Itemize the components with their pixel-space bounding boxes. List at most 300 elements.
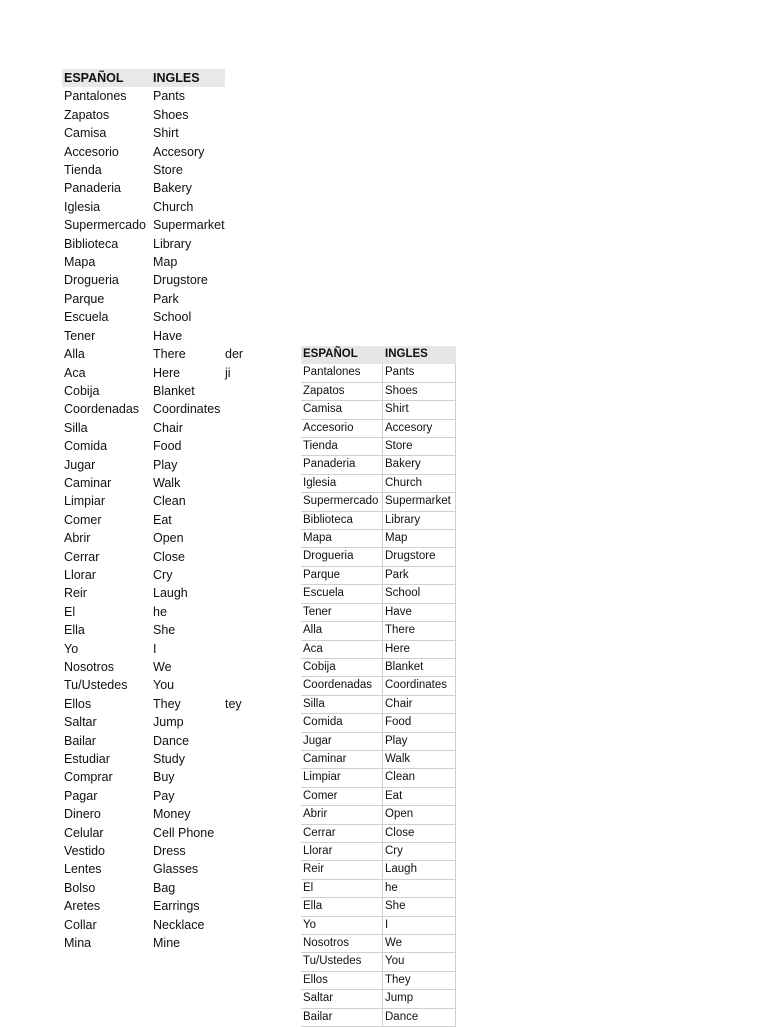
spanish-word: Aca	[64, 365, 86, 380]
english-word: Dress	[153, 844, 186, 859]
english-word: There	[383, 622, 456, 640]
spanish-word: Tu/Ustedes	[301, 953, 383, 971]
english-word: Food	[153, 439, 182, 454]
spanish-word: Camisa	[301, 401, 383, 419]
pronunciation-note	[225, 750, 285, 768]
english-word: Supermarket	[153, 218, 225, 233]
spanish-word: Aretes	[64, 899, 101, 914]
english-word: Mine	[153, 936, 181, 951]
table-row	[301, 548, 456, 566]
english-word: Shoes	[383, 382, 456, 400]
english-word: Blanket	[153, 383, 195, 398]
spanish-word: Coordenadas	[64, 402, 140, 417]
table-row	[62, 640, 285, 658]
pronunciation-note	[225, 474, 285, 492]
table-row	[62, 308, 285, 326]
pronunciation-note	[225, 934, 285, 952]
english-word: Map	[383, 530, 456, 548]
pronunciation-note	[225, 511, 285, 529]
table-row	[62, 934, 285, 952]
english-word: We	[153, 660, 172, 674]
table-row	[62, 879, 285, 897]
table-row	[301, 842, 456, 860]
header-pronunciation	[225, 69, 285, 87]
pronunciation-note: ji	[225, 365, 231, 380]
spanish-word: Ella	[301, 898, 383, 916]
header-espanol: ESPAÑOL	[62, 69, 151, 87]
header-row	[301, 346, 456, 364]
spanish-word: Parque	[64, 291, 105, 306]
english-word: Money	[153, 807, 191, 822]
table-row	[301, 714, 456, 732]
table-row	[62, 179, 285, 197]
vocabulary-rows	[301, 364, 456, 1027]
table-row	[301, 474, 456, 492]
english-word: Laugh	[383, 861, 456, 879]
spanish-word: Silla	[64, 420, 88, 435]
pronunciation-note	[225, 419, 285, 437]
spanish-word: Reir	[64, 586, 87, 601]
english-word: Here	[383, 640, 456, 658]
pronunciation-note	[225, 548, 285, 566]
spanish-word: Drogueria	[301, 548, 383, 566]
english-word: Chair	[383, 695, 456, 713]
spanish-word: Llorar	[64, 567, 96, 582]
english-word: Cell Phone	[153, 825, 215, 840]
english-word: Church	[153, 199, 194, 214]
table-row	[62, 400, 285, 418]
table-row	[301, 935, 456, 953]
spanish-word: Tener	[301, 603, 383, 621]
table-row	[301, 806, 456, 824]
spanish-word: Reir	[301, 861, 383, 879]
english-word: Accesory	[383, 419, 456, 437]
table-row	[62, 824, 285, 842]
spanish-word: Supermercado	[301, 493, 383, 511]
spanish-word: Iglesia	[64, 199, 101, 214]
table-row	[62, 456, 285, 474]
pronunciation-note	[225, 897, 285, 915]
english-word: he	[153, 604, 167, 619]
table-row	[62, 419, 285, 437]
table-row	[301, 695, 456, 713]
spanish-word: Comer	[301, 787, 383, 805]
english-word: Pants	[383, 364, 456, 382]
table-row	[62, 216, 285, 234]
spanish-word: Abrir	[301, 806, 383, 824]
english-word: I	[153, 641, 157, 656]
english-word: Church	[383, 474, 456, 492]
english-word: Drugstore	[383, 548, 456, 566]
spanish-word: Abrir	[64, 531, 91, 546]
spanish-word: Nosotros	[301, 935, 383, 953]
spanish-word: Cerrar	[301, 824, 383, 842]
table-row	[301, 658, 456, 676]
table-row	[62, 787, 285, 805]
pronunciation-note	[225, 456, 285, 474]
spanish-word: Escuela	[64, 310, 109, 325]
spanish-word: Comida	[301, 714, 383, 732]
table-row	[62, 198, 285, 216]
english-word: Shirt	[383, 401, 456, 419]
english-word: Close	[153, 549, 185, 564]
spanish-word: Parque	[301, 566, 383, 584]
pronunciation-note: tey	[225, 696, 242, 711]
table-row	[301, 364, 456, 382]
spanish-word: Bailar	[301, 1008, 383, 1026]
pronunciation-note	[225, 824, 285, 842]
table-row	[62, 492, 285, 510]
pronunciation-note	[225, 437, 285, 455]
spanish-word: Pantalones	[301, 364, 383, 382]
table-row	[62, 916, 285, 934]
spanish-word: Silla	[301, 695, 383, 713]
spanish-word: Tener	[64, 328, 96, 343]
spanish-word: Aca	[301, 640, 383, 658]
english-word: She	[153, 623, 176, 638]
english-word: You	[383, 953, 456, 971]
english-word: She	[383, 898, 456, 916]
pronunciation-note	[225, 400, 285, 418]
table-row	[62, 271, 285, 289]
spanish-word: Coordenadas	[301, 677, 383, 695]
table-row	[62, 860, 285, 878]
pronunciation-note	[225, 143, 285, 161]
table-row	[62, 327, 285, 345]
english-word: There	[153, 347, 186, 362]
english-word: Library	[383, 511, 456, 529]
table-row	[62, 290, 285, 308]
pronunciation-note	[225, 198, 285, 216]
english-word: Here	[153, 365, 181, 380]
table-row	[301, 787, 456, 805]
pronunciation-note	[225, 529, 285, 547]
pronunciation-note	[225, 124, 285, 142]
table-row	[301, 677, 456, 695]
english-word: They	[153, 696, 181, 711]
pronunciation-note	[225, 87, 285, 105]
english-word: Store	[153, 163, 183, 178]
spanish-word: Zapatos	[64, 107, 110, 122]
english-word: Study	[153, 752, 185, 767]
table-row	[62, 382, 285, 400]
spanish-word: Limpiar	[64, 494, 105, 509]
pronunciation-note	[225, 179, 285, 197]
table-row	[62, 713, 285, 731]
table-row	[62, 897, 285, 915]
english-word: You	[153, 678, 175, 693]
english-word: Store	[383, 438, 456, 456]
english-word: Cry	[383, 842, 456, 860]
table-row	[62, 253, 285, 271]
pronunciation-note	[225, 382, 285, 400]
table-row	[62, 676, 285, 694]
table-row	[62, 566, 285, 584]
table-row	[301, 916, 456, 934]
spanish-word: Nosotros	[64, 660, 115, 674]
spanish-word: Alla	[301, 622, 383, 640]
vocabulary-list-plain	[62, 69, 285, 953]
english-word: Park	[153, 291, 179, 306]
table-row	[62, 106, 285, 124]
spanish-word: Saltar	[301, 990, 383, 1008]
english-word: Coordinates	[153, 402, 221, 417]
table-row	[62, 548, 285, 566]
spanish-word: Accesorio	[64, 144, 119, 159]
english-word: Cry	[153, 567, 173, 582]
english-word: Play	[153, 457, 178, 472]
spanish-word: Ellos	[64, 696, 92, 711]
spanish-word: Yo	[64, 641, 79, 656]
table-row	[301, 898, 456, 916]
table-row	[62, 474, 285, 492]
pronunciation-note	[225, 768, 285, 786]
english-word: Earrings	[153, 899, 200, 914]
table-row	[62, 529, 285, 547]
english-word: Bakery	[383, 456, 456, 474]
pronunciation-note	[225, 713, 285, 731]
english-word: Coordinates	[383, 677, 456, 695]
english-word: Open	[153, 531, 184, 546]
spanish-word: Dinero	[64, 807, 101, 822]
table-row	[301, 879, 456, 897]
spanish-word: Llorar	[301, 842, 383, 860]
table-row	[301, 401, 456, 419]
table-row	[301, 861, 456, 879]
header-ingles: INGLES	[151, 69, 225, 87]
english-word: Open	[383, 806, 456, 824]
english-word: Play	[383, 732, 456, 750]
english-word: Eat	[153, 512, 172, 527]
spanish-word: El	[301, 879, 383, 897]
spanish-word: Mina	[64, 936, 92, 951]
english-word: he	[383, 879, 456, 897]
pronunciation-note	[225, 860, 285, 878]
pronunciation-note	[225, 676, 285, 694]
english-word: Supermarket	[383, 493, 456, 511]
spanish-word: Cobija	[301, 658, 383, 676]
table-row	[301, 382, 456, 400]
table-row	[62, 87, 285, 105]
english-word: Glasses	[153, 862, 199, 877]
table-row	[62, 732, 285, 750]
spanish-word: Pantalones	[64, 89, 127, 104]
spanish-word: Yo	[301, 916, 383, 934]
english-word: We	[383, 935, 456, 953]
table-row	[301, 456, 456, 474]
table-row	[301, 438, 456, 456]
english-word: Walk	[383, 750, 456, 768]
english-word: Dance	[383, 1008, 456, 1026]
spanish-word: Supermercado	[64, 218, 146, 233]
pronunciation-note	[225, 492, 285, 510]
table-row	[62, 584, 285, 602]
english-word: Close	[383, 824, 456, 842]
english-word: Accesory	[153, 144, 205, 159]
pronunciation-note	[225, 327, 285, 345]
spanish-word: Comprar	[64, 770, 113, 785]
table-row	[62, 695, 285, 713]
pronunciation-note	[225, 216, 285, 234]
spanish-word: Accesorio	[301, 419, 383, 437]
spanish-word: Estudiar	[64, 752, 110, 767]
table-row	[301, 640, 456, 658]
english-word: Bag	[153, 880, 176, 895]
table-row	[301, 585, 456, 603]
pronunciation-note	[225, 603, 285, 621]
spanish-word: Tu/Ustedes	[64, 678, 128, 693]
pronunciation-note	[225, 879, 285, 897]
table-row	[62, 235, 285, 253]
header-espanol: ESPAÑOL	[301, 346, 383, 364]
table-row	[301, 769, 456, 787]
table-row	[62, 124, 285, 142]
spanish-word: Comida	[64, 439, 108, 454]
table-row	[301, 419, 456, 437]
spanish-word: Comer	[64, 512, 102, 527]
pronunciation-note	[225, 916, 285, 934]
english-word: Bakery	[153, 181, 192, 196]
spanish-word: Mapa	[301, 530, 383, 548]
english-word: School	[153, 310, 192, 325]
english-word: Dance	[153, 733, 190, 748]
header-ingles: INGLES	[383, 346, 456, 364]
spanish-word: Escuela	[301, 585, 383, 603]
pronunciation-note	[225, 805, 285, 823]
table-row	[301, 750, 456, 768]
english-word: Food	[383, 714, 456, 732]
english-word: I	[383, 916, 456, 934]
spanish-word: Limpiar	[301, 769, 383, 787]
english-word: Pay	[153, 788, 175, 803]
spanish-word: Biblioteca	[301, 511, 383, 529]
spanish-word: Bailar	[64, 733, 96, 748]
table-row	[301, 603, 456, 621]
english-word: Library	[153, 236, 192, 251]
english-word: Park	[383, 566, 456, 584]
table-row	[301, 622, 456, 640]
pronunciation-note	[225, 235, 285, 253]
table-row	[301, 990, 456, 1008]
spanish-word: Cobija	[64, 383, 100, 398]
spanish-word: El	[64, 604, 76, 619]
table-row	[62, 364, 285, 382]
table-row	[301, 493, 456, 511]
spanish-word: Collar	[64, 917, 97, 932]
pronunciation-note	[225, 584, 285, 602]
english-word: Buy	[153, 770, 175, 785]
spanish-word: Camisa	[64, 126, 107, 141]
table-row	[62, 345, 285, 363]
english-word: Blanket	[383, 658, 456, 676]
header-row	[62, 69, 285, 87]
spanish-word: Alla	[64, 347, 85, 362]
spanish-word: Caminar	[301, 750, 383, 768]
pronunciation-note	[225, 566, 285, 584]
spanish-word: Vestido	[64, 844, 106, 859]
table-row	[301, 511, 456, 529]
english-word: Drugstore	[153, 273, 208, 288]
pronunciation-note	[225, 658, 285, 676]
spanish-word: Lentes	[64, 862, 102, 877]
pronunciation-note	[225, 308, 285, 326]
pronunciation-note	[225, 787, 285, 805]
table-row	[62, 603, 285, 621]
spanish-word: Ellos	[301, 971, 383, 989]
spanish-word: Cerrar	[64, 549, 100, 564]
english-word: Walk	[153, 475, 181, 490]
table-row	[301, 732, 456, 750]
table-row	[62, 768, 285, 786]
table-row	[62, 511, 285, 529]
pronunciation-note	[225, 271, 285, 289]
spanish-word: Bolso	[64, 880, 96, 895]
spanish-word: Tienda	[64, 163, 102, 178]
spanish-word: Tienda	[301, 438, 383, 456]
table-row	[301, 530, 456, 548]
pronunciation-note	[225, 640, 285, 658]
table-row	[301, 824, 456, 842]
spanish-word: Iglesia	[301, 474, 383, 492]
table-row	[62, 161, 285, 179]
english-word: Chair	[153, 420, 183, 435]
english-word: Necklace	[153, 917, 205, 932]
spanish-word: Zapatos	[301, 382, 383, 400]
vocabulary-rows	[62, 87, 285, 952]
spanish-word: Jugar	[301, 732, 383, 750]
table-row	[62, 805, 285, 823]
pronunciation-note	[225, 161, 285, 179]
table-row	[301, 566, 456, 584]
table-row	[301, 953, 456, 971]
english-word: Shirt	[153, 126, 179, 141]
english-word: Laugh	[153, 586, 188, 601]
table-row	[62, 842, 285, 860]
english-word: Have	[383, 603, 456, 621]
pronunciation-note	[225, 290, 285, 308]
spanish-word: Caminar	[64, 475, 112, 490]
spanish-word: Jugar	[64, 457, 96, 472]
english-word: Have	[153, 328, 183, 343]
table-row	[62, 621, 285, 639]
spanish-word: Biblioteca	[64, 236, 119, 251]
spanish-word: Panaderia	[301, 456, 383, 474]
english-word: School	[383, 585, 456, 603]
spanish-word: Pagar	[64, 788, 98, 803]
english-word: Jump	[153, 715, 184, 730]
pronunciation-note	[225, 842, 285, 860]
vocabulary-table-gridded	[301, 346, 456, 1027]
english-word: They	[383, 971, 456, 989]
table-row	[62, 658, 285, 676]
table-row	[62, 143, 285, 161]
spanish-word: Saltar	[64, 715, 97, 730]
english-word: Clean	[383, 769, 456, 787]
pronunciation-note	[225, 253, 285, 271]
pronunciation-note	[225, 106, 285, 124]
english-word: Clean	[153, 494, 186, 509]
spanish-word: Ella	[64, 623, 85, 638]
english-word: Shoes	[153, 107, 189, 122]
table-row	[301, 971, 456, 989]
pronunciation-note	[225, 732, 285, 750]
spanish-word: Celular	[64, 825, 104, 840]
pronunciation-note	[225, 621, 285, 639]
english-word: Map	[153, 255, 178, 270]
english-word: Pants	[153, 89, 185, 104]
english-word: Jump	[383, 990, 456, 1008]
pronunciation-note: der	[225, 347, 244, 362]
